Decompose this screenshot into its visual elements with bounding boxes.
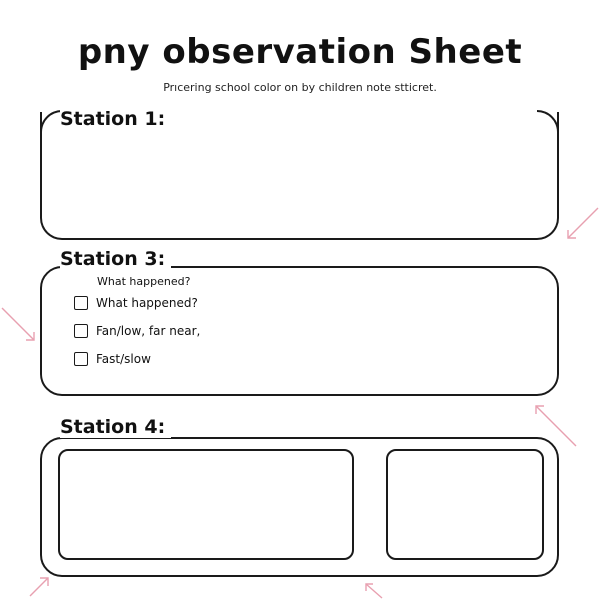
station-1-box[interactable] bbox=[40, 112, 559, 240]
arrow-decoration-icon bbox=[0, 300, 40, 346]
station-1-title: Station 1: bbox=[60, 108, 171, 130]
checklist-item[interactable] bbox=[74, 324, 200, 338]
checklist-item[interactable] bbox=[74, 296, 198, 310]
arrow-decoration-icon bbox=[530, 402, 578, 448]
sheet-title: pny observation Sheet bbox=[77, 32, 523, 72]
station-4-left-writing-area[interactable] bbox=[58, 449, 354, 560]
checkbox[interactable] bbox=[74, 352, 88, 366]
station-4-title: Station 4: bbox=[60, 416, 171, 438]
station-3-prompt: What happened? bbox=[97, 275, 191, 288]
arrow-decoration-icon bbox=[562, 206, 600, 244]
checklist-item-label: What happened? bbox=[96, 296, 198, 310]
arrow-decoration-icon bbox=[28, 572, 54, 598]
station-4-right-writing-area[interactable] bbox=[386, 449, 544, 560]
checklist-item[interactable] bbox=[74, 352, 151, 366]
checkbox[interactable] bbox=[74, 324, 88, 338]
checklist-item-label: Fast/slow bbox=[96, 352, 151, 366]
arrow-decoration-icon bbox=[360, 580, 386, 600]
sheet-subtitle: Prıcering school color on by children note stticret. bbox=[163, 81, 437, 94]
checkbox[interactable] bbox=[74, 296, 88, 310]
station-3-title: Station 3: bbox=[60, 248, 171, 270]
checklist-item-label: Fan/low, far near, bbox=[96, 324, 201, 338]
